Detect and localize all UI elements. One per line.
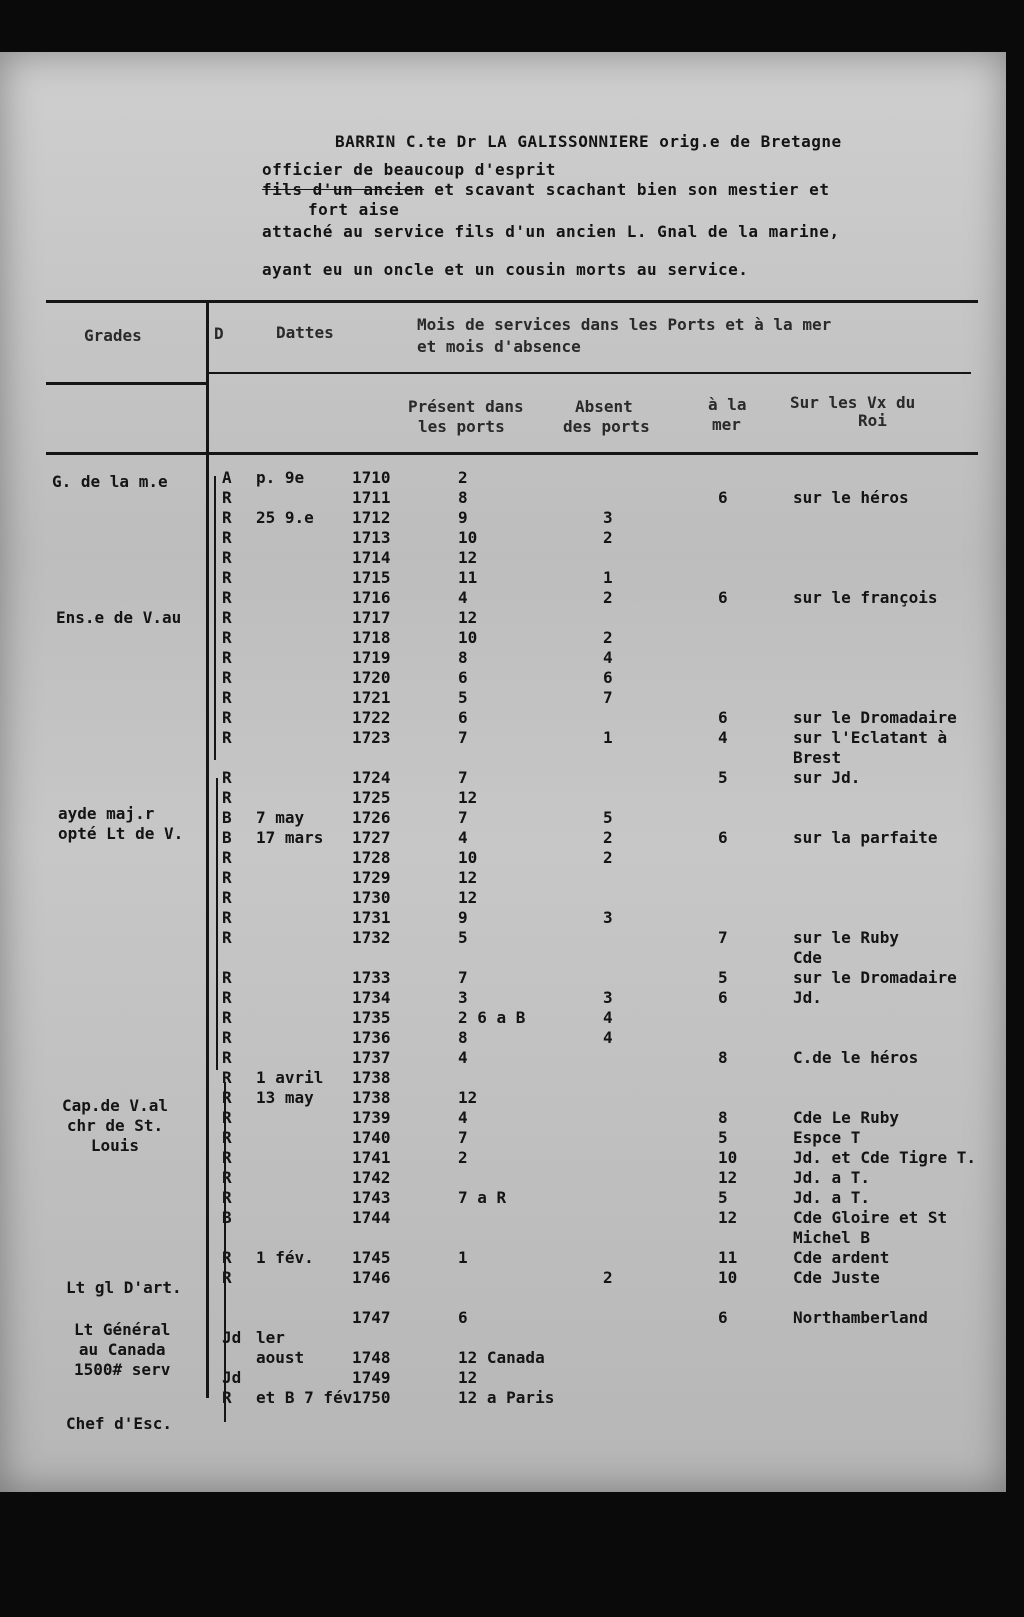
cell-vaisseau: Cde ardent bbox=[793, 1248, 890, 1267]
cell-year: 1719 bbox=[352, 648, 391, 667]
cell-mer: 6 bbox=[718, 588, 728, 607]
cell-mer: 5 bbox=[718, 968, 728, 987]
table-row bbox=[0, 1208, 1000, 1228]
cell-vaisseau: Jd. et Cde Tigre T. bbox=[793, 1148, 977, 1167]
cell-year: 1743 bbox=[352, 1188, 391, 1207]
cell-mer: 6 bbox=[718, 488, 728, 507]
cell-d: R bbox=[222, 848, 232, 867]
cell-year: 1741 bbox=[352, 1148, 391, 1167]
cell-year: 1730 bbox=[352, 888, 391, 907]
cell-present: 9 bbox=[458, 508, 468, 527]
cell-d: R bbox=[222, 488, 232, 507]
cell-year: 1736 bbox=[352, 1028, 391, 1047]
cell-datte: 25 9.e bbox=[256, 508, 314, 527]
cell-vaisseau: Cde Gloire et St bbox=[793, 1208, 948, 1227]
table-row bbox=[0, 1008, 1000, 1028]
cell-d: Jd bbox=[222, 1368, 242, 1387]
heading-line-5: attaché au service fils d'un ancien L. Gnal de la marine, bbox=[262, 222, 840, 241]
cell-vaisseau: sur le françois bbox=[793, 588, 938, 607]
cell-year: 1729 bbox=[352, 868, 391, 887]
cell-year: 1739 bbox=[352, 1108, 391, 1127]
col-header-mois-1: Mois de services dans les Ports et à la mer bbox=[417, 315, 832, 334]
cell-present: 4 bbox=[458, 828, 468, 847]
cell-mer: 8 bbox=[718, 1048, 728, 1067]
cell-present: 7 bbox=[458, 728, 468, 747]
cell-present: 9 bbox=[458, 908, 468, 927]
cell-year: 1747 bbox=[352, 1308, 391, 1327]
cell-vaisseau: C.de le héros bbox=[793, 1048, 919, 1067]
cell-present: 12 bbox=[458, 888, 478, 907]
cell-d: Jd bbox=[222, 1328, 242, 1347]
cell-year: 1738 bbox=[352, 1068, 391, 1087]
cell-vaisseau: sur le Ruby bbox=[793, 928, 899, 947]
cell-present: 4 bbox=[458, 1108, 468, 1127]
cell-present: 7 bbox=[458, 968, 468, 987]
table-row bbox=[0, 1368, 1000, 1388]
cell-year: 1746 bbox=[352, 1268, 391, 1287]
grade-lt-general-canada: Lt Général au Canada 1500# serv bbox=[74, 1320, 171, 1379]
cell-present: 12 bbox=[458, 548, 478, 567]
col-header-vx-2: Roi bbox=[858, 411, 887, 430]
cell-mer: 8 bbox=[718, 1108, 728, 1127]
table-row bbox=[0, 968, 1000, 988]
cell-mer: 12 bbox=[718, 1208, 738, 1227]
col-header-present-1: Présent dans bbox=[408, 397, 524, 416]
cell-vaisseau: Jd. a T. bbox=[793, 1188, 871, 1207]
cell-present: 10 bbox=[458, 848, 478, 867]
table-row bbox=[0, 1168, 1000, 1188]
cell-d: A bbox=[222, 468, 232, 487]
cell-datte: aoust bbox=[256, 1348, 305, 1367]
cell-year: 1738 bbox=[352, 1088, 391, 1107]
cell-d: R bbox=[222, 1168, 232, 1187]
cell-vaisseau: Jd. a T. bbox=[793, 1168, 871, 1187]
cell-datte: et B 7 fév. bbox=[256, 1388, 362, 1407]
cell-year: 1715 bbox=[352, 568, 391, 587]
table-row bbox=[0, 888, 1000, 908]
cell-d: R bbox=[222, 968, 232, 987]
cell-mer: 6 bbox=[718, 708, 728, 727]
table-row bbox=[0, 1228, 1000, 1248]
cell-year: 1748 bbox=[352, 1348, 391, 1367]
cell-datte: 17 mars bbox=[256, 828, 324, 847]
cell-d: B bbox=[222, 828, 232, 847]
cell-mer: 5 bbox=[718, 1188, 728, 1207]
cell-present: 7 a R bbox=[458, 1188, 507, 1207]
cell-datte: 1 avril bbox=[256, 1068, 324, 1087]
table-row bbox=[0, 768, 1000, 788]
grade-garde-marine: G. de la m.e bbox=[52, 472, 168, 491]
cell-present: 6 bbox=[458, 708, 468, 727]
cell-d: R bbox=[222, 788, 232, 807]
cell-mer: 6 bbox=[718, 1308, 728, 1327]
cell-d: R bbox=[222, 1248, 232, 1267]
table-row bbox=[0, 668, 1000, 688]
grade-chef-escadre: Chef d'Esc. bbox=[66, 1414, 172, 1433]
cell-d: R bbox=[222, 1048, 232, 1067]
header-bottom-rule bbox=[46, 452, 978, 455]
cell-d: R bbox=[222, 1148, 232, 1167]
cell-datte: 13 may bbox=[256, 1088, 314, 1107]
table-row bbox=[0, 728, 1000, 748]
table-row bbox=[0, 1388, 1000, 1408]
cell-present: 8 bbox=[458, 1028, 468, 1047]
table-row bbox=[0, 588, 1000, 608]
heading-line-2: officier de beaucoup d'esprit bbox=[262, 160, 556, 179]
cell-absent: 5 bbox=[603, 808, 613, 827]
table-row bbox=[0, 788, 1000, 808]
table-row bbox=[0, 1188, 1000, 1208]
table-row bbox=[0, 848, 1000, 868]
cell-present: 4 bbox=[458, 1048, 468, 1067]
cell-year: 1718 bbox=[352, 628, 391, 647]
cell-datte: ler bbox=[256, 1328, 285, 1347]
table-row bbox=[0, 1108, 1000, 1128]
header-rule-left bbox=[46, 382, 206, 385]
table-row bbox=[0, 708, 1000, 728]
cell-mer: 7 bbox=[718, 928, 728, 947]
cell-d: R bbox=[222, 568, 232, 587]
cell-vaisseau: sur le Dromadaire bbox=[793, 708, 957, 727]
cell-absent: 3 bbox=[603, 508, 613, 527]
cell-mer: 5 bbox=[718, 768, 728, 787]
grade-ayde-major: ayde maj.r opté Lt de V. bbox=[58, 804, 184, 843]
cell-absent: 6 bbox=[603, 668, 613, 687]
cell-present: 12 bbox=[458, 608, 478, 627]
cell-present: 12 a Paris bbox=[458, 1388, 555, 1407]
table-row bbox=[0, 908, 1000, 928]
cell-absent: 2 bbox=[603, 848, 613, 867]
cell-d: R bbox=[222, 928, 232, 947]
table-row bbox=[0, 1048, 1000, 1068]
cell-absent: 2 bbox=[603, 528, 613, 547]
cell-absent: 4 bbox=[603, 1028, 613, 1047]
cell-datte: 1 fév. bbox=[256, 1248, 314, 1267]
heading-line-3 bbox=[262, 180, 829, 199]
cell-d: R bbox=[222, 728, 232, 747]
cell-absent: 2 bbox=[603, 628, 613, 647]
cell-present: 7 bbox=[458, 768, 468, 787]
cell-d: R bbox=[222, 1108, 232, 1127]
cell-year: 1710 bbox=[352, 468, 391, 487]
col-header-vx-1: Sur les Vx du bbox=[790, 393, 916, 412]
cell-absent: 2 bbox=[603, 588, 613, 607]
cell-d: R bbox=[222, 1028, 232, 1047]
col-header-dattes: Dattes bbox=[276, 323, 334, 342]
table-row bbox=[0, 608, 1000, 628]
cell-present: 5 bbox=[458, 688, 468, 707]
cell-present: 12 bbox=[458, 868, 478, 887]
cell-absent: 7 bbox=[603, 688, 613, 707]
col-header-d: D bbox=[214, 324, 224, 343]
col-header-mer-1: à la bbox=[708, 395, 747, 414]
cell-present: 11 bbox=[458, 568, 478, 587]
cell-year: 1714 bbox=[352, 548, 391, 567]
cell-present: 7 bbox=[458, 1128, 468, 1147]
grade-lt-general-artillerie: Lt gl D'art. bbox=[66, 1278, 182, 1297]
cell-year: 1727 bbox=[352, 828, 391, 847]
cell-vaisseau: sur la parfaite bbox=[793, 828, 938, 847]
cell-present: 6 bbox=[458, 1308, 468, 1327]
document-page bbox=[0, 52, 1006, 1492]
cell-present: 2 bbox=[458, 468, 468, 487]
table-row bbox=[0, 1308, 1000, 1328]
col-header-present-2: les ports bbox=[418, 417, 505, 436]
cell-year: 1711 bbox=[352, 488, 391, 507]
cell-d: R bbox=[222, 1388, 232, 1407]
cell-year: 1720 bbox=[352, 668, 391, 687]
cell-mer: 4 bbox=[718, 728, 728, 747]
cell-absent: 2 bbox=[603, 828, 613, 847]
cell-vaisseau: Espce T bbox=[793, 1128, 861, 1147]
table-top-rule bbox=[46, 300, 978, 303]
table-row bbox=[0, 568, 1000, 588]
table-row bbox=[0, 1288, 1000, 1308]
cell-present: 12 bbox=[458, 788, 478, 807]
cell-year: 1726 bbox=[352, 808, 391, 827]
cell-d: R bbox=[222, 588, 232, 607]
cell-vaisseau: sur le Dromadaire bbox=[793, 968, 957, 987]
cell-datte: 7 may bbox=[256, 808, 305, 827]
cell-year: 1734 bbox=[352, 988, 391, 1007]
cell-vaisseau: Cde Le Ruby bbox=[793, 1108, 899, 1127]
cell-absent: 1 bbox=[603, 568, 613, 587]
header-rule-right bbox=[206, 372, 971, 374]
cell-mer: 11 bbox=[718, 1248, 738, 1267]
cell-year: 1731 bbox=[352, 908, 391, 927]
cell-present: 12 Canada bbox=[458, 1348, 545, 1367]
cell-absent: 3 bbox=[603, 988, 613, 1007]
cell-d: R bbox=[222, 528, 232, 547]
table-row bbox=[0, 548, 1000, 568]
cell-year: 1742 bbox=[352, 1168, 391, 1187]
cell-d: B bbox=[222, 808, 232, 827]
cell-year: 1723 bbox=[352, 728, 391, 747]
col-header-mer-2: mer bbox=[712, 415, 741, 434]
cell-d: R bbox=[222, 1188, 232, 1207]
cell-d: R bbox=[222, 1128, 232, 1147]
cell-year: 1732 bbox=[352, 928, 391, 947]
cell-present: 7 bbox=[458, 808, 468, 827]
cell-year: 1749 bbox=[352, 1368, 391, 1387]
table-row bbox=[0, 1068, 1000, 1088]
cell-present: 1 bbox=[458, 1248, 468, 1267]
table-row bbox=[0, 868, 1000, 888]
table-row bbox=[0, 828, 1000, 848]
cell-year: 1712 bbox=[352, 508, 391, 527]
table-row bbox=[0, 1128, 1000, 1148]
cell-mer: 10 bbox=[718, 1148, 738, 1167]
cell-vaisseau: Cde bbox=[793, 948, 822, 967]
table-row bbox=[0, 928, 1000, 948]
cell-vaisseau: Brest bbox=[793, 748, 842, 767]
cell-mer: 12 bbox=[718, 1168, 738, 1187]
cell-d: R bbox=[222, 908, 232, 927]
grade-capitaine: Cap.de V.al chr de St. Louis bbox=[62, 1096, 168, 1155]
cell-present: 12 bbox=[458, 1368, 478, 1387]
cell-d: B bbox=[222, 1208, 232, 1227]
table-row bbox=[0, 508, 1000, 528]
cell-year: 1737 bbox=[352, 1048, 391, 1067]
cell-absent: 4 bbox=[603, 648, 613, 667]
table-row bbox=[0, 1148, 1000, 1168]
cell-year: 1744 bbox=[352, 1208, 391, 1227]
cell-d: R bbox=[222, 508, 232, 527]
cell-year: 1725 bbox=[352, 788, 391, 807]
cell-d: R bbox=[222, 668, 232, 687]
cell-year: 1722 bbox=[352, 708, 391, 727]
cell-absent: 2 bbox=[603, 1268, 613, 1287]
cell-d: R bbox=[222, 1088, 232, 1107]
cell-datte: p. 9e bbox=[256, 468, 305, 487]
cell-present: 2 6 a B bbox=[458, 1008, 526, 1027]
cell-vaisseau: Cde Juste bbox=[793, 1268, 880, 1287]
heading-line-1: BARRIN C.te Dr LA GALISSONNIERE orig.e de Bretagne bbox=[335, 132, 842, 151]
cell-vaisseau: Jd. bbox=[793, 988, 822, 1007]
cell-absent: 1 bbox=[603, 728, 613, 747]
cell-mer: 6 bbox=[718, 828, 728, 847]
cell-d: R bbox=[222, 888, 232, 907]
cell-present: 5 bbox=[458, 928, 468, 947]
cell-year: 1716 bbox=[352, 588, 391, 607]
cell-d: R bbox=[222, 648, 232, 667]
cell-d: R bbox=[222, 1268, 232, 1287]
cell-year: 1750 bbox=[352, 1388, 391, 1407]
cell-year: 1717 bbox=[352, 608, 391, 627]
cell-year: 1745 bbox=[352, 1248, 391, 1267]
cell-present: 12 bbox=[458, 1088, 478, 1107]
table-row bbox=[0, 1348, 1000, 1368]
cell-mer: 5 bbox=[718, 1128, 728, 1147]
heading-line-3-text: et scavant scachant bien son mestier et bbox=[434, 180, 830, 199]
cell-present: 10 bbox=[458, 528, 478, 547]
cell-present: 2 bbox=[458, 1148, 468, 1167]
col-header-grades: Grades bbox=[84, 326, 142, 345]
cell-mer: 10 bbox=[718, 1268, 738, 1287]
cell-d: R bbox=[222, 1008, 232, 1027]
col-header-absent-1: Absent bbox=[575, 397, 633, 416]
cell-d: R bbox=[222, 688, 232, 707]
cell-vaisseau: Northamberland bbox=[793, 1308, 928, 1327]
table-row bbox=[0, 688, 1000, 708]
cell-absent: 4 bbox=[603, 1008, 613, 1027]
table-row bbox=[0, 1268, 1000, 1288]
cell-d: R bbox=[222, 1068, 232, 1087]
cell-d: R bbox=[222, 628, 232, 647]
cell-year: 1735 bbox=[352, 1008, 391, 1027]
cell-d: R bbox=[222, 988, 232, 1007]
cell-vaisseau: sur l'Eclatant à bbox=[793, 728, 948, 747]
cell-year: 1740 bbox=[352, 1128, 391, 1147]
table-row bbox=[0, 808, 1000, 828]
table-row bbox=[0, 1328, 1000, 1348]
cell-d: R bbox=[222, 548, 232, 567]
cell-d: R bbox=[222, 868, 232, 887]
col-header-mois-2: et mois d'absence bbox=[417, 337, 581, 356]
table-row bbox=[0, 1248, 1000, 1268]
cell-present: 3 bbox=[458, 988, 468, 1007]
table-row bbox=[0, 468, 1000, 488]
cell-year: 1728 bbox=[352, 848, 391, 867]
heading-line-4: fort aise bbox=[308, 200, 400, 219]
cell-year: 1721 bbox=[352, 688, 391, 707]
heading-line-6: ayant eu un oncle et un cousin morts au service. bbox=[262, 260, 749, 279]
cell-present: 10 bbox=[458, 628, 478, 647]
cell-vaisseau: sur Jd. bbox=[793, 768, 861, 787]
table-row bbox=[0, 948, 1000, 968]
cell-d: R bbox=[222, 608, 232, 627]
heading-struck-text: fils d'un ancien bbox=[262, 180, 425, 199]
table-row bbox=[0, 988, 1000, 1008]
col-header-absent-2: des ports bbox=[563, 417, 650, 436]
cell-year: 1724 bbox=[352, 768, 391, 787]
cell-absent: 3 bbox=[603, 908, 613, 927]
grade-enseigne: Ens.e de V.au bbox=[56, 608, 182, 627]
table-row bbox=[0, 748, 1000, 768]
cell-present: 8 bbox=[458, 488, 468, 507]
cell-present: 4 bbox=[458, 588, 468, 607]
table-row bbox=[0, 628, 1000, 648]
cell-d: R bbox=[222, 708, 232, 727]
cell-d: R bbox=[222, 768, 232, 787]
cell-present: 6 bbox=[458, 668, 468, 687]
table-row bbox=[0, 648, 1000, 668]
table-row bbox=[0, 488, 1000, 508]
table-row bbox=[0, 528, 1000, 548]
cell-vaisseau: Michel B bbox=[793, 1228, 871, 1247]
cell-present: 8 bbox=[458, 648, 468, 667]
cell-vaisseau: sur le héros bbox=[793, 488, 909, 507]
cell-year: 1733 bbox=[352, 968, 391, 987]
table-row bbox=[0, 1028, 1000, 1048]
cell-year: 1713 bbox=[352, 528, 391, 547]
table-row bbox=[0, 1088, 1000, 1108]
cell-mer: 6 bbox=[718, 988, 728, 1007]
